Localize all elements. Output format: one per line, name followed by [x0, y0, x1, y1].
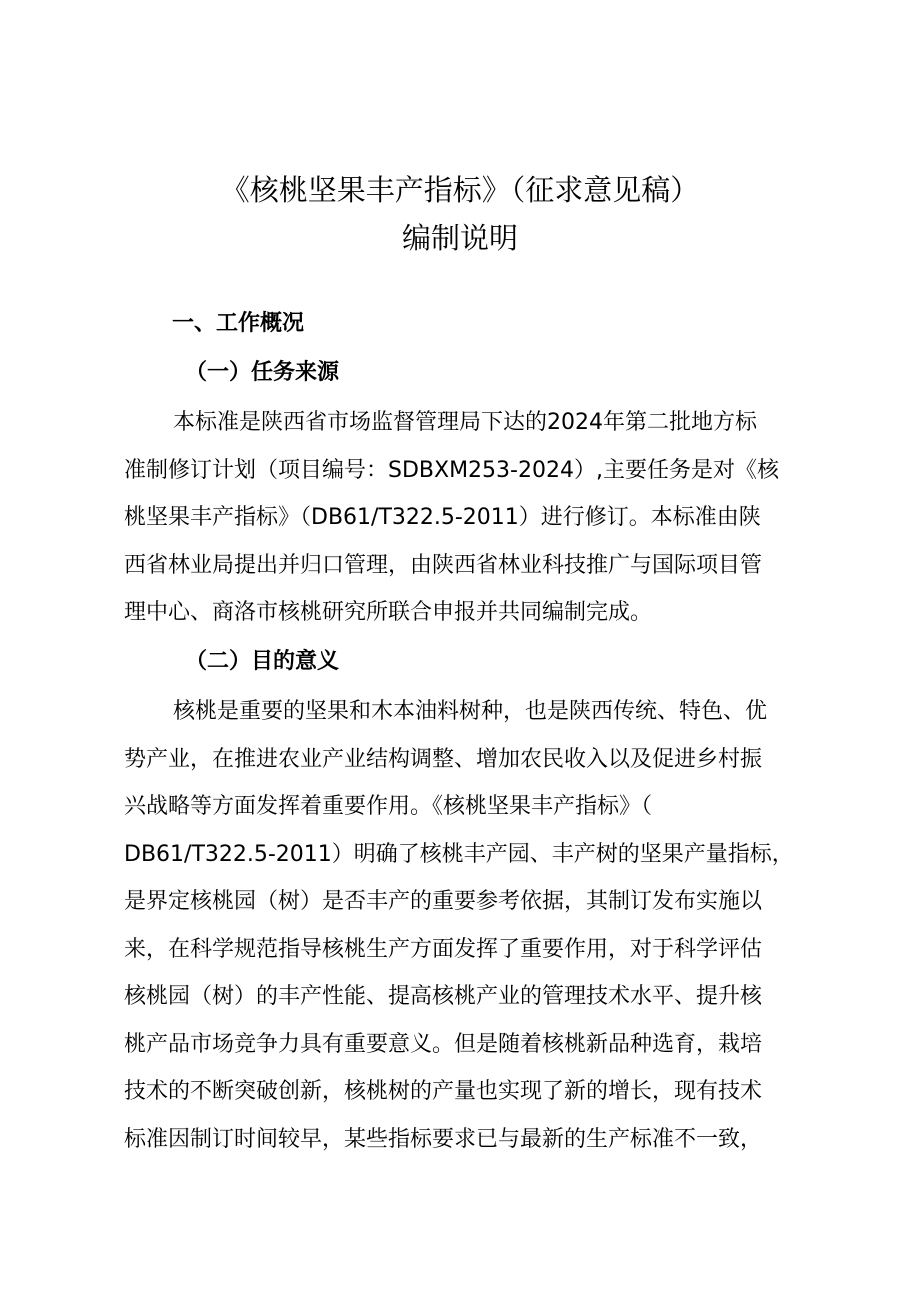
- paragraph-line: 核桃园（树）的丰产性能、提高核桃产业的管理技术水平、提升核: [124, 984, 763, 1009]
- paragraph-task-source: [124, 399, 804, 637]
- paragraph-line: 准制修订计划（项目编号：SDBXM253-2024）,主要任务是对《核: [124, 457, 779, 483]
- document-subtitle: 编制说明: [401, 221, 518, 255]
- paragraph-line: 技术的不断突破创新，核桃树的产量也实现了新的增长，现有技术: [124, 1079, 763, 1104]
- paragraph-line: 桃产品市场竞争力具有重要意义。但是随着核桃新品种选育，栽培: [124, 1031, 763, 1057]
- subsection-heading-purpose: （二）目的意义: [185, 649, 340, 674]
- paragraph-line: 来，在科学规范指导核桃生产方面发挥了重要作用，对于科学评估: [124, 936, 763, 962]
- paragraph-line: 西省林业局提出并归口管理，由陕西省林业科技推广与国际项目管: [124, 552, 763, 578]
- paragraph-line: 标准因制订时间较早，某些指标要求已与最新的生产标准不一致，: [124, 1126, 763, 1152]
- paragraph-line: DB61/T322.5-2011）明确了核桃丰产园、丰产树的坚果产量指标，: [124, 841, 794, 867]
- paragraph-line: 兴战略等方面发挥着重要作用。《核桃坚果丰产指标》（: [124, 794, 653, 819]
- paragraph-purpose: [124, 688, 804, 1163]
- document-title: 《核桃坚果丰产指标》（征求意见稿）: [220, 173, 700, 207]
- subsection-heading-task-source: （一）任务来源: [185, 360, 340, 385]
- paragraph-line: 桃坚果丰产指标》（DB61/T322.5-2011）进行修订。本标准由陕: [124, 505, 761, 530]
- paragraph-line: 势产业，在推进农业产业结构调整、增加农民收入以及促进乡村振: [124, 746, 763, 772]
- section-heading-work-overview: 一、工作概况: [172, 311, 305, 336]
- paragraph-line: 核桃是重要的坚果和木本油料树种，也是陕西传统、特色、优: [173, 699, 768, 724]
- paragraph-line: 理中心、商洛市核桃研究所联合申报并共同编制完成。: [124, 600, 653, 625]
- paragraph-line: 本标准是陕西省市场监督管理局下达的2024年第二批地方标: [173, 410, 757, 435]
- paragraph-line: 是界定核桃园（树）是否丰产的重要参考依据，其制订发布实施以: [124, 889, 763, 914]
